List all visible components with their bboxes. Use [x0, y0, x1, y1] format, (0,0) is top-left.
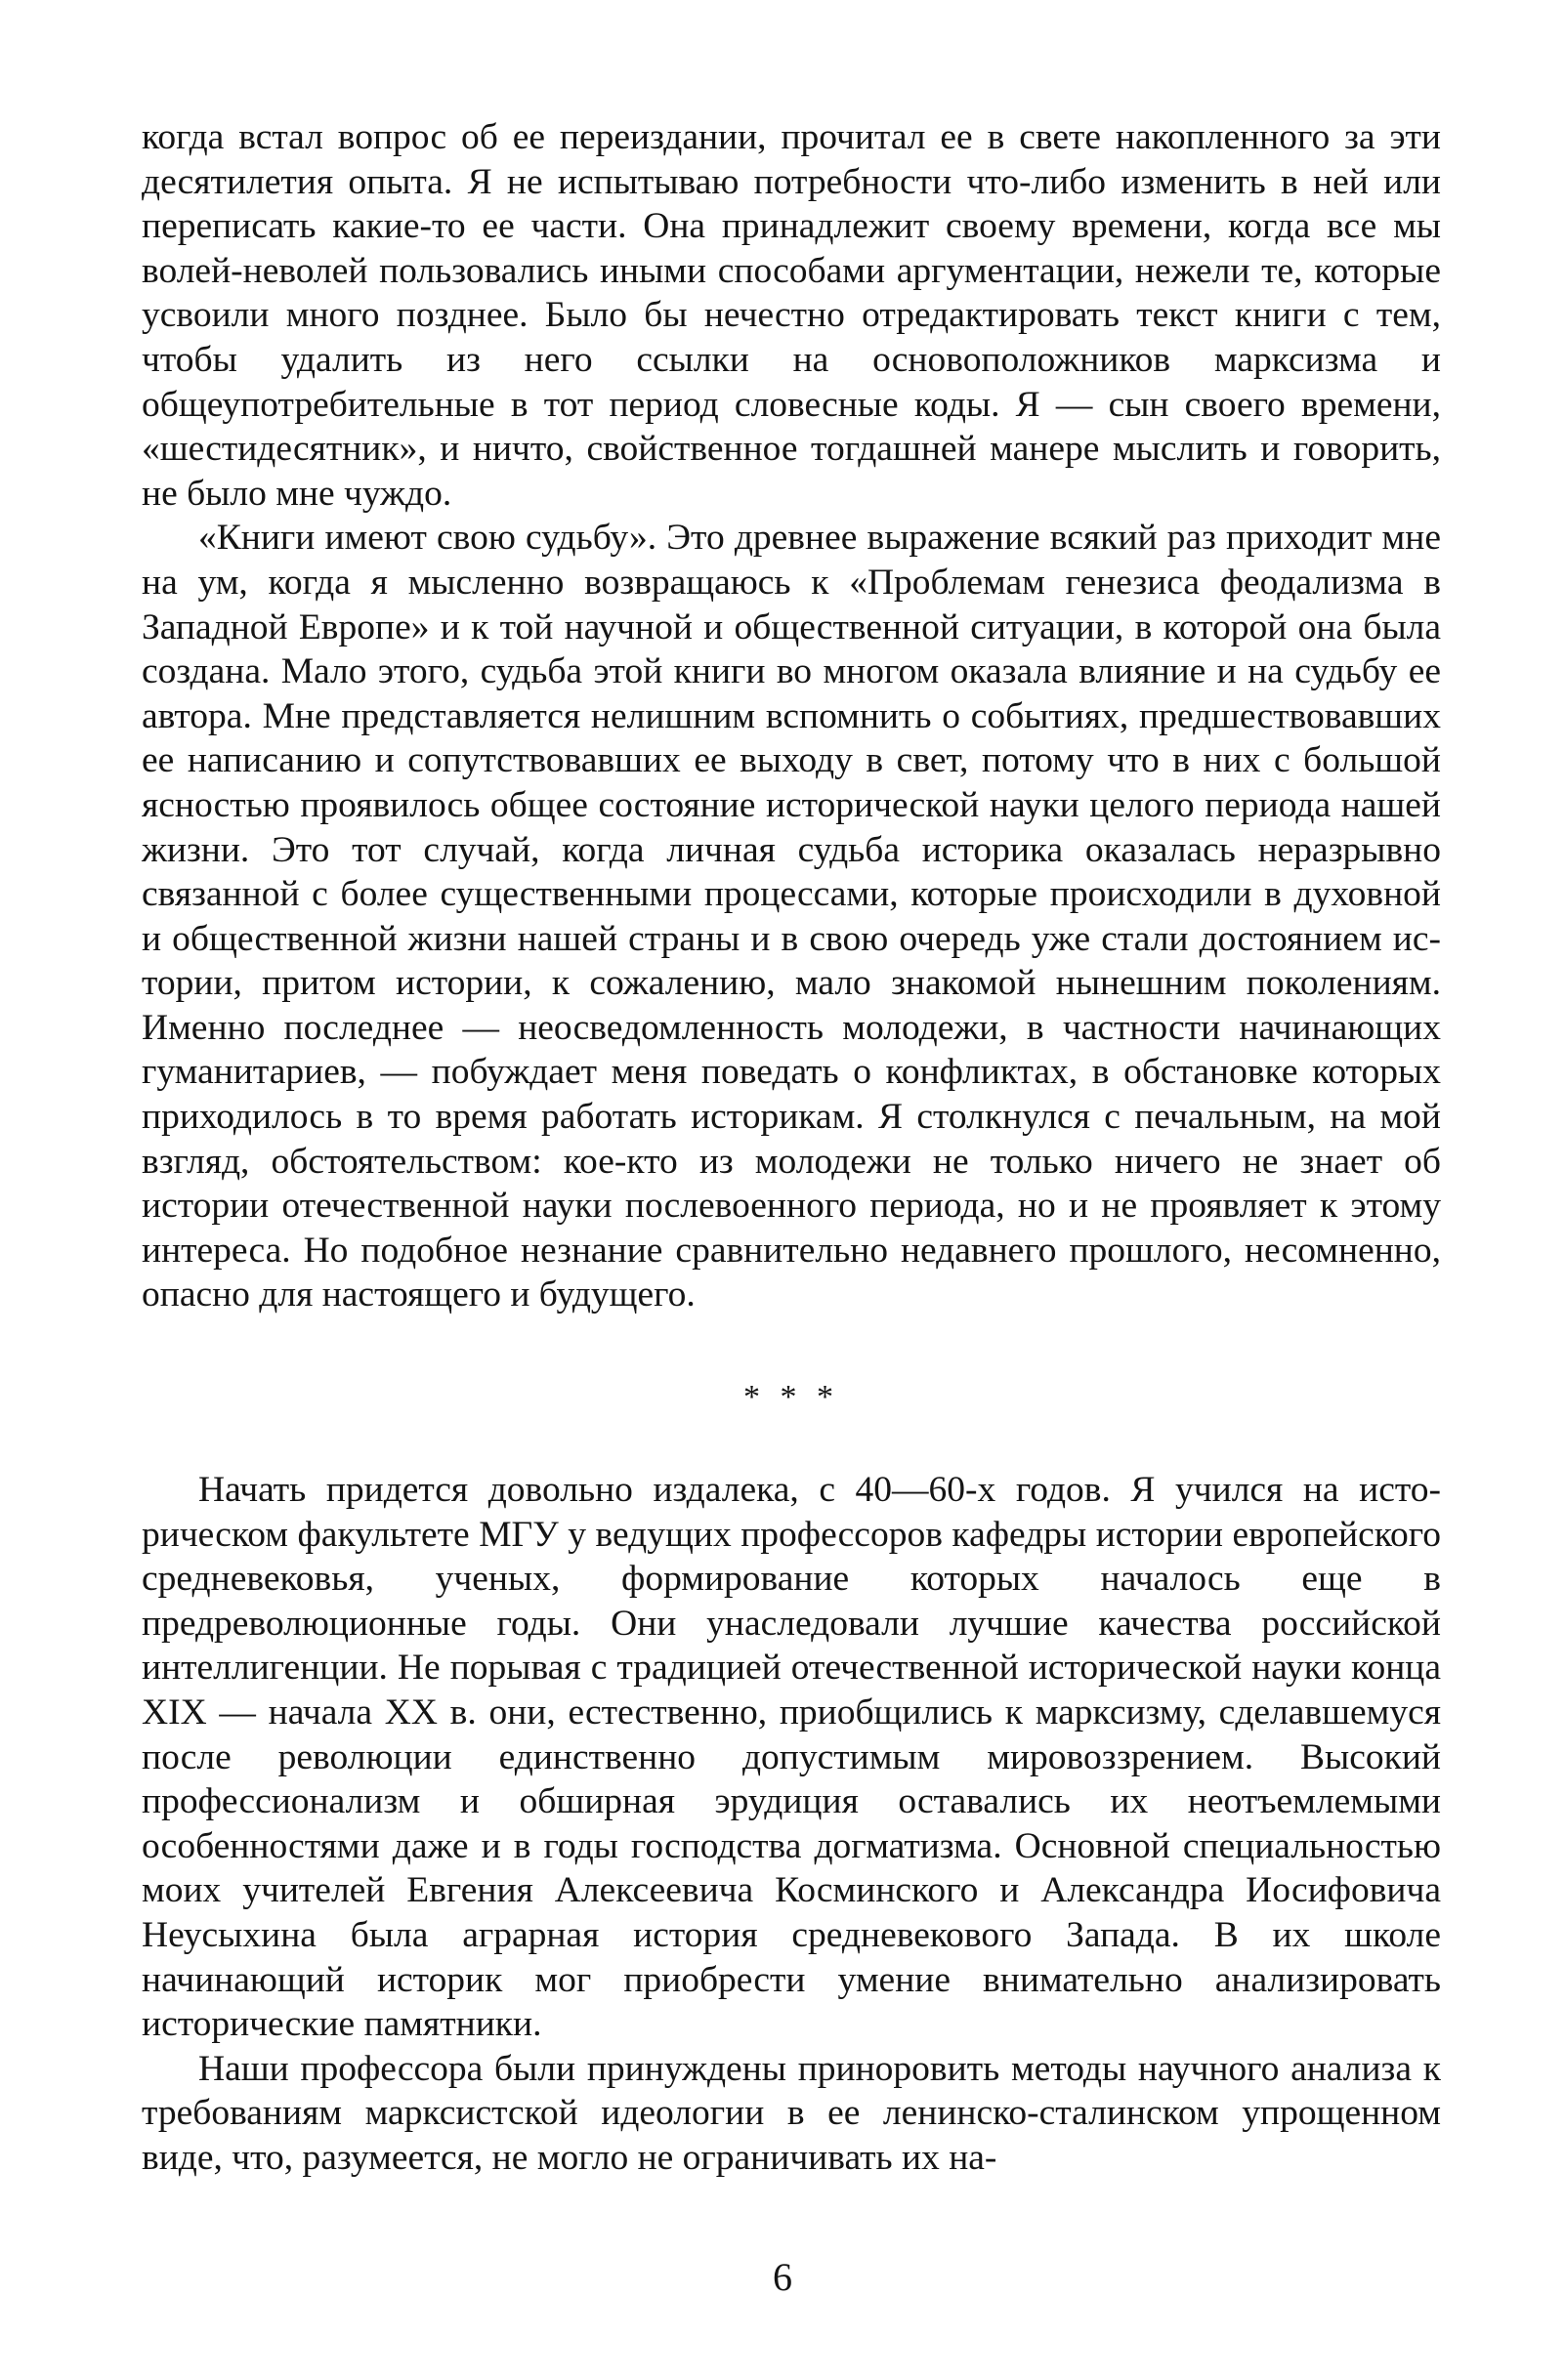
- paragraph-books-fate: «Книги имеют свою судьбу». Это древнее выражение всякий раз приходит мне на ум, когда я мысленно возвращаюсь к «Проблемам генезиса феодализма в Западной Европе» и к той научной и общественной ситуации, в которой она была создана. Мало этого, судьба этой книги во многом оказала влияние и на судьбу ее автора. Мне представляется нелишним вспомнить о событиях, предшествовавших ее написанию и сопутствовавших ее выходу в свет, потому что в них с большой ясностью проявилось общее состояние исторической науки целого периода нашей жизни. Это тот случай, когда личная судьба историка оказалась неразрывно связанной с более существенными процессами, которые происходили в духовной и общественной жизни нашей страны и в свою очередь уже стали достоянием истории, притом истории, к сожалению, мало знакомой нынешним поколениям. Именно последнее — неосведомленность молодежи, в частности начинающих гуманитариев, — побуждает меня поведать о конфликтах, в обстановке которых приходилось в то время работать историкам. Я столкнулся с печальным, на мой взгляд, обстоятельством: кое-кто из молодежи не только ничего не знает об истории отечественной науки послевоенного периода, но и не проявляет к этому интереса. Но подобное незнание сравнительно недавнего прошлого, несомненно, опасно для настоящего и будущего.: [142, 518, 1441, 1315]
- page-number: 6: [773, 2255, 792, 2299]
- section-separator: * * *: [743, 1379, 839, 1416]
- page-body: [142, 115, 1441, 2181]
- paragraph-university-years: Начать придется довольно издалека, с 40—60-х годов. Я учился на историческом факультете МГУ у ведущих профессоров кафедры истории европейского средневековья, ученых, формирование которых началось еще в предреволюционные годы. Они унаследовали лучшие качества российской интеллигенции. Не порывая с традицией отечественной исторической науки конца XIX — начала XX в. они, естественно, приобщились к марксизму, сделавшемуся после революции единственно допустимым мировоззрением. Высокий профессионализм и обширная эрудиция оставались их неотъемлемыми особенностями даже и в годы господства догматизма. Основной специальностью моих учителей Евгения Алексеевича Косминского и Александра Иосифовича Неусыхина была аграрная история средневекового Запада. В их школе начинающий историк мог приобрести умение внимательно анализировать исторические памятники.: [142, 1470, 1441, 2045]
- paragraph-professors: Наши профессора были принуждены приноровить методы научного анализа к требованиям марксистской идеологии в ее ленинско-сталинском упрощенном виде, что, разумеется, не могло не ограничивать их на-: [142, 2048, 1441, 2178]
- paragraph-continuation: когда встал вопрос об ее переиздании, прочитал ее в свете накопленного за эти десятилетия опыта. Я не испытываю потребности что-либо изменить в ней или переписать какие-то ее части. Она принадлежит своему времени, когда все мы волей-неволей пользовались иными способами аргументации, нежели те, которые усвоили много позднее. Было бы нечестно отредактировать текст книги с тем, чтобы удалить из него ссылки на основоположников марксизма и общеупотребительные в тот период словесные коды. Я — сын своего времени, «шестидесятник», и ничто, свойственное тогдашней манере мыслить и говорить, не было мне чуждо.: [142, 117, 1441, 514]
